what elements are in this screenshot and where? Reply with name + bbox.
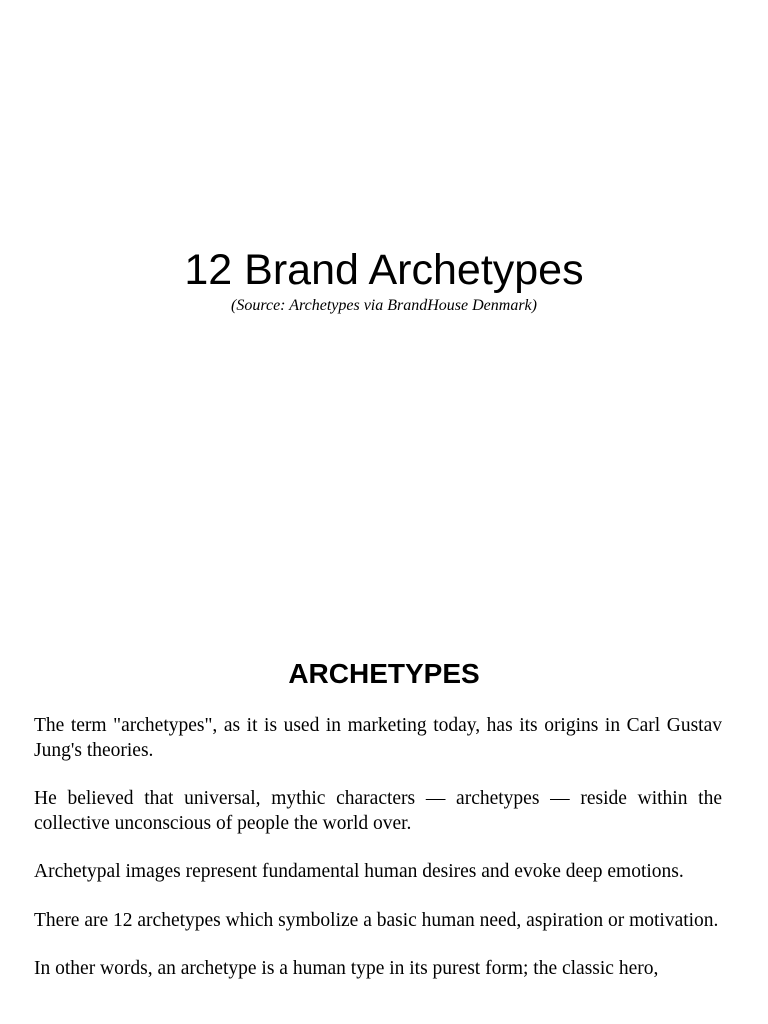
paragraph: The term "archetypes", as it is used in marketing today, has its origins in Carl Gustav Jung's theories. [34,715,722,761]
section-heading: ARCHETYPES [288,658,480,689]
paragraph: In other words, an archetype is a human type in its purest form; the classic hero, [34,958,659,979]
document-title: 12 Brand Archetypes [184,246,584,294]
paragraph: There are 12 archetypes which symbolize a basic human need, aspiration or motivation. [34,909,719,931]
paragraph: He believed that universal, mythic characters — archetypes — reside within the collective unconscious of people the world over. [34,788,722,834]
paragraph: Archetypal images represent fundamental human desires and evoke deep emotions. [34,861,684,882]
section-body [34,714,722,1006]
document-subtitle: (Source: Archetypes via BrandHouse Denmark) [231,297,537,314]
